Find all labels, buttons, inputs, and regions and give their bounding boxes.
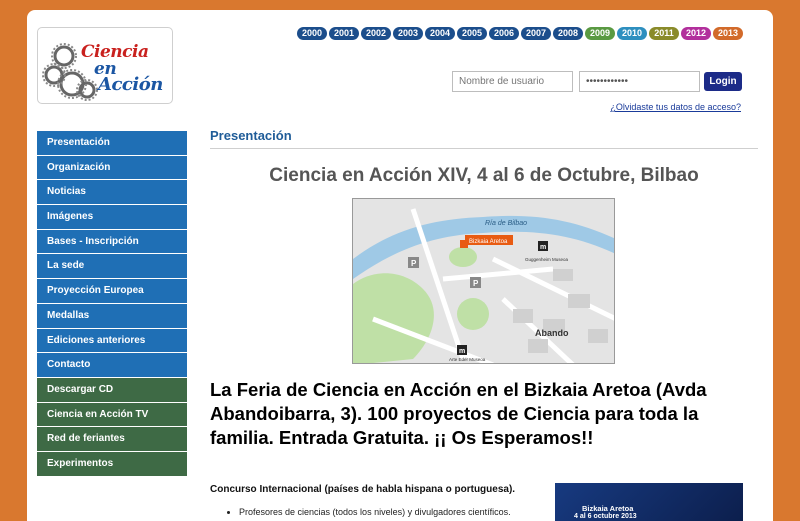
sidebar-item-ciencia-en-acci-n-tv[interactable]: Ciencia en Acción TV: [37, 403, 187, 428]
event-banner[interactable]: [555, 483, 743, 521]
map-museum-guggenheim: Guggenheim Museoa: [525, 257, 569, 262]
username-input[interactable]: [452, 71, 573, 92]
edition-year-links: [297, 27, 743, 40]
list-item: • Profesores de ciencias (todos los niveles) y divulgadores científicos.: [239, 507, 511, 517]
forgot-credentials-link[interactable]: ¿Olvidaste tus datos de acceso?: [610, 102, 741, 112]
venue-map: [352, 198, 615, 364]
svg-text:P: P: [473, 279, 479, 288]
logo-text-en: en: [94, 59, 117, 79]
sidebar-item-experimentos[interactable]: Experimentos: [37, 452, 187, 477]
sidebar-item-im-genes[interactable]: Imágenes: [37, 205, 187, 230]
map-river-label: Ría de Bilbao: [485, 220, 528, 227]
section-divider: [210, 148, 758, 149]
map-district-label: Abando: [535, 328, 569, 338]
sidebar-item-red-de-feriantes[interactable]: Red de feriantes: [37, 427, 187, 452]
year-link-2013[interactable]: 2013: [713, 27, 743, 40]
map-museum-arte-eder: Arte Eder Museoa: [449, 357, 486, 362]
svg-text:m: m: [540, 244, 547, 251]
sidebar-item-contacto[interactable]: Contacto: [37, 353, 187, 378]
year-link-2001[interactable]: 2001: [329, 27, 359, 40]
sidebar-item-bases-inscripci-n[interactable]: Bases - Inscripción: [37, 230, 187, 255]
year-link-2010[interactable]: 2010: [617, 27, 647, 40]
sidebar-item-noticias[interactable]: Noticias: [37, 180, 187, 205]
site-logo[interactable]: [37, 27, 173, 104]
password-input[interactable]: [579, 71, 700, 92]
banner-dates: 4 al 6 octubre 2013: [574, 513, 637, 520]
announcement-text: La Feria de Ciencia en Acción en el Bizkaia Aretoa (Avda Abandoibarra, 3). 100 proyectos de Ciencia para toda la familia. Entrada Gratuita. ¡¡ Os Esperamos!!: [210, 379, 707, 448]
year-link-2003[interactable]: 2003: [393, 27, 423, 40]
svg-text:m: m: [459, 348, 466, 355]
sidebar-item-descargar-cd[interactable]: Descargar CD: [37, 378, 187, 403]
year-link-2011[interactable]: 2011: [649, 27, 679, 40]
banner-venue: Bizkaia Aretoa: [582, 504, 634, 513]
sidebar-item-proyecci-n-europea[interactable]: Proyección Europea: [37, 279, 187, 304]
logo-text-accion: Acción: [98, 74, 163, 95]
year-link-2007[interactable]: 2007: [521, 27, 551, 40]
year-link-2009[interactable]: 2009: [585, 27, 615, 40]
sidebar-item-la-sede[interactable]: La sede: [37, 254, 187, 279]
sidebar-item-organizaci-n[interactable]: Organización: [37, 156, 187, 181]
year-link-2000[interactable]: 2000: [297, 27, 327, 40]
year-link-2005[interactable]: 2005: [457, 27, 487, 40]
section-title: Presentación: [210, 128, 292, 143]
logo-text-ciencia: Ciencia: [81, 42, 149, 62]
sidebar-item-medallas[interactable]: Medallas: [37, 304, 187, 329]
event-headline: Ciencia en Acción XIV, 4 al 6 de Octubre, Bilbao: [269, 165, 699, 186]
map-venue-label: Bizkaia Aretoa: [469, 239, 508, 245]
sidebar-item-ediciones-anteriores[interactable]: Ediciones anteriores: [37, 329, 187, 354]
contest-bullets: [227, 507, 511, 520]
year-link-2008[interactable]: 2008: [553, 27, 583, 40]
page-container: [27, 10, 773, 521]
year-link-2006[interactable]: 2006: [489, 27, 519, 40]
year-link-2004[interactable]: 2004: [425, 27, 455, 40]
contest-title: Concurso Internacional (países de habla hispana o portuguesa).: [210, 484, 516, 495]
year-link-2002[interactable]: 2002: [361, 27, 391, 40]
sidebar-item-presentaci-n[interactable]: Presentación: [37, 131, 187, 156]
year-link-2012[interactable]: 2012: [681, 27, 711, 40]
svg-text:P: P: [411, 259, 417, 268]
sidebar-nav: [37, 131, 187, 477]
login-button[interactable]: Login: [704, 72, 742, 91]
